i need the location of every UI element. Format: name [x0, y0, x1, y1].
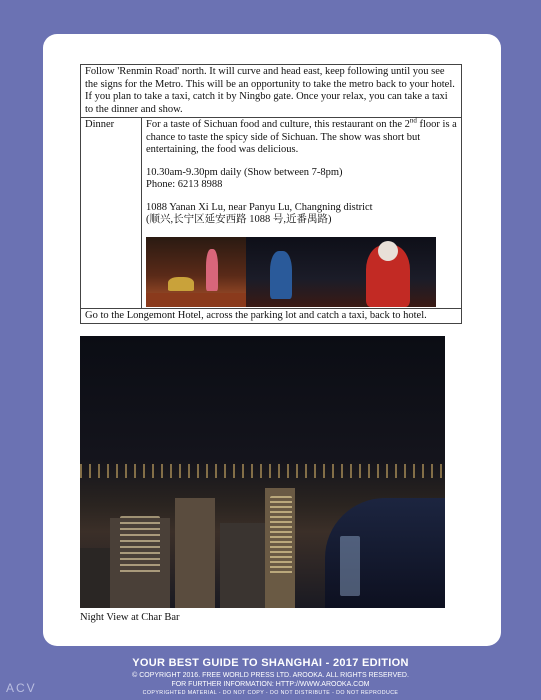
footer-notice: COPYRIGHTED MATERIAL - DO NOT COPY - DO NOT DISTRIBUTE - DO NOT REPRODUCE: [142, 690, 399, 696]
footer-info: FOR FURTHER INFORMATION: HTTP://WWW.AROOKA.COM: [171, 681, 370, 688]
watermark: ACV: [6, 681, 37, 695]
show-photos: [146, 237, 457, 307]
directions-cell: [81, 65, 462, 118]
dinner-description: For a taste of Sichuan food and culture, this restaurant on the 2nd floor is a chance to taste the spicy side of Sichuan. The show was short but entertaining, the food was delicious.: [146, 116, 457, 155]
dinner-address: 1088 Yanan Xi Lu, near Panyu Lu, Changning district: [146, 201, 373, 213]
dinner-label: Dinner: [85, 119, 115, 130]
table-row: [81, 118, 462, 309]
opera-performers-photo: [246, 237, 436, 307]
dinner-label-cell: [81, 118, 142, 309]
dinner-phone: Phone: 6213 8988: [146, 179, 223, 190]
footer-title: YOUR BEST GUIDE TO SHANGHAI - 2017 EDITION: [132, 657, 409, 669]
itinerary-table: [80, 64, 462, 324]
footer-copyright: © COPYRIGHT 2016. FREE WORLD PRESS LTD. AROOKA. ALL RIGHTS RESERVED.: [132, 672, 409, 679]
return-cell: [81, 308, 462, 324]
dinner-hours: 10.30am-9.30pm daily (Show between 7-8pm): [146, 166, 343, 178]
night-view-photo: [80, 336, 445, 608]
table-row: [81, 308, 462, 324]
dinner-details-cell: [142, 118, 462, 309]
return-note: Go to the Longemont Hotel, across the parking lot and catch a taxi, back to hotel.: [85, 309, 427, 321]
photo-caption: Night View at Char Bar: [80, 612, 180, 623]
table-row: [81, 65, 462, 118]
directions-text: Follow 'Renmin Road' north. It will curve and head east, keep following until you see the signs for the Metro. This will be an opportunity to take the metro back to your hotel. If you plan to take a taxi, catch it by Ningbo gate. Once your relax, you can take a taxi to the dinner and show.: [85, 66, 455, 115]
dinner-address-chinese: (顺兴,长宁区延安西路 1088 号,近番禺路): [146, 214, 332, 225]
opera-stage-photo: [146, 237, 246, 307]
